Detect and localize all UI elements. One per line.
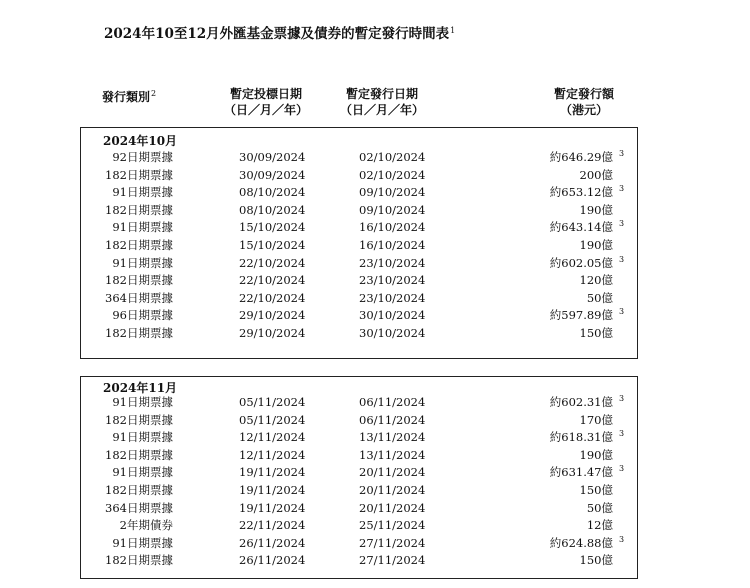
cell-issue-date: 13/11/2024 <box>359 430 426 445</box>
section-month-title: 2024年10月 <box>103 134 178 148</box>
cell-amount: 50億 <box>586 290 613 305</box>
cell-issue-type: 364日期票據 <box>105 500 173 515</box>
cell-tender-date: 19/11/2024 <box>239 500 306 515</box>
cell-amount: 190億 <box>579 447 613 462</box>
section-november <box>80 376 638 579</box>
cell-issue-type: 91日期票據 <box>112 220 173 235</box>
cell-tender-date: 19/11/2024 <box>239 483 306 497</box>
header-issue-date <box>334 86 430 118</box>
table-row <box>81 552 637 570</box>
table-row <box>81 535 637 553</box>
cell-issue-date: 16/10/2024 <box>359 238 426 252</box>
cell-issue-date: 30/10/2024 <box>359 326 426 340</box>
cell-issue-type: 182日期票據 <box>105 202 173 217</box>
cell-issue-type: 182日期票據 <box>105 412 173 427</box>
cell-amount: 50億 <box>586 500 613 515</box>
cell-issue-type: 182日期票據 <box>105 553 173 568</box>
header-amount-line1: 暫定發行額 <box>553 87 614 101</box>
cell-issue-type: 182日期票據 <box>105 326 173 340</box>
cell-amount: 約602.31億 <box>549 395 613 409</box>
header-type-footnote-marker: 2 <box>151 89 157 98</box>
cell-tender-date: 12/11/2024 <box>239 447 306 462</box>
header-type <box>102 86 156 105</box>
cell-tender-date: 30/09/2024 <box>239 150 306 164</box>
cell-tender-date: 22/10/2024 <box>239 273 306 288</box>
cell-issue-date: 27/11/2024 <box>359 535 426 550</box>
cell-amount: 150億 <box>579 553 613 568</box>
table-row <box>81 517 637 535</box>
cell-issue-date: 09/10/2024 <box>359 202 426 217</box>
table-row <box>81 412 637 430</box>
table-row <box>81 272 637 290</box>
header-type-label: 發行類別 <box>102 90 151 104</box>
cell-issue-date: 30/10/2024 <box>359 308 426 323</box>
cell-issue-type: 91日期票據 <box>112 395 173 409</box>
page-title <box>104 22 455 42</box>
cell-footnote-marker: 3 <box>619 184 625 194</box>
table-row <box>81 394 637 412</box>
section-month-title: 2024年11月 <box>103 381 178 395</box>
header-tender-date <box>218 86 314 118</box>
table-row <box>81 149 637 167</box>
cell-issue-date: 09/10/2024 <box>359 185 426 200</box>
section-october <box>80 127 638 359</box>
cell-issue-type: 182日期票據 <box>105 273 173 288</box>
cell-issue-date: 20/11/2024 <box>359 500 426 515</box>
cell-issue-type: 364日期票據 <box>105 290 173 305</box>
cell-issue-type: 182日期票據 <box>105 238 173 252</box>
title-footnote-marker: 1 <box>450 25 456 35</box>
cell-tender-date: 22/10/2024 <box>239 255 306 270</box>
cell-issue-date: 23/10/2024 <box>359 273 426 288</box>
cell-footnote-marker: 3 <box>619 254 625 264</box>
cell-tender-date: 15/10/2024 <box>239 220 306 235</box>
header-issue-line2: （日／月／年） <box>339 103 424 117</box>
cell-amount: 150億 <box>579 483 613 497</box>
header-amount <box>548 86 620 118</box>
table-row <box>81 202 637 220</box>
cell-issue-date: 23/10/2024 <box>359 255 426 270</box>
cell-tender-date: 26/11/2024 <box>239 535 306 550</box>
cell-issue-type: 91日期票據 <box>112 185 173 200</box>
cell-issue-type: 182日期票據 <box>105 167 173 182</box>
cell-amount: 200億 <box>579 167 613 182</box>
table-row <box>81 325 637 343</box>
table-row <box>81 290 637 308</box>
cell-issue-date: 16/10/2024 <box>359 220 426 235</box>
cell-issue-type: 96日期票據 <box>112 308 173 323</box>
cell-issue-type: 92日期票據 <box>112 150 173 164</box>
cell-tender-date: 22/11/2024 <box>239 518 306 533</box>
cell-amount: 約602.05億 <box>549 255 613 270</box>
cell-tender-date: 26/11/2024 <box>239 553 306 568</box>
cell-amount: 約597.89億 <box>549 308 613 323</box>
cell-footnote-marker: 3 <box>619 307 625 317</box>
cell-tender-date: 29/10/2024 <box>239 308 306 323</box>
table-row <box>81 167 637 185</box>
table-row <box>81 447 637 465</box>
cell-issue-type: 2年期債券 <box>119 518 173 533</box>
cell-amount: 190億 <box>579 238 613 252</box>
cell-amount: 約643.14億 <box>549 220 613 235</box>
cell-tender-date: 05/11/2024 <box>239 412 306 427</box>
cell-tender-date: 22/10/2024 <box>239 290 306 305</box>
header-tender-line2: （日／月／年） <box>223 103 308 117</box>
cell-amount: 170億 <box>579 412 613 427</box>
cell-tender-date: 08/10/2024 <box>239 202 306 217</box>
cell-issue-date: 02/10/2024 <box>359 150 426 164</box>
header-issue-line1: 暫定發行日期 <box>345 87 418 101</box>
cell-footnote-marker: 3 <box>619 429 625 439</box>
cell-amount: 120億 <box>579 273 613 288</box>
table-row <box>81 184 637 202</box>
cell-footnote-marker: 3 <box>619 394 625 403</box>
title-text: 2024年10至12月外匯基金票據及債券的暫定發行時間表 <box>104 26 450 42</box>
header-amount-line2: （港元） <box>559 103 608 117</box>
cell-issue-date: 06/11/2024 <box>359 412 426 427</box>
cell-tender-date: 12/11/2024 <box>239 430 306 445</box>
cell-issue-type: 91日期票據 <box>112 535 173 550</box>
cell-tender-date: 05/11/2024 <box>239 395 306 409</box>
cell-issue-date: 20/11/2024 <box>359 483 426 497</box>
table-row <box>81 429 637 447</box>
cell-issue-type: 91日期票據 <box>112 465 173 480</box>
cell-footnote-marker: 3 <box>619 534 625 544</box>
cell-tender-date: 29/10/2024 <box>239 326 306 340</box>
header-tender-line1: 暫定投標日期 <box>229 87 302 101</box>
table-row <box>81 307 637 325</box>
cell-issue-date: 02/10/2024 <box>359 167 426 182</box>
cell-tender-date: 19/11/2024 <box>239 465 306 480</box>
table-row <box>81 482 637 500</box>
cell-amount: 約624.88億 <box>549 535 613 550</box>
cell-issue-date: 06/11/2024 <box>359 395 426 409</box>
cell-issue-date: 20/11/2024 <box>359 465 426 480</box>
cell-amount: 約653.12億 <box>549 185 613 200</box>
table-row <box>81 219 637 237</box>
cell-footnote-marker: 3 <box>619 219 625 229</box>
table-row <box>81 464 637 482</box>
cell-issue-type: 182日期票據 <box>105 447 173 462</box>
cell-amount: 約631.47億 <box>549 465 613 480</box>
cell-footnote-marker: 3 <box>619 149 625 158</box>
cell-issue-type: 91日期票據 <box>112 255 173 270</box>
cell-amount: 約646.29億 <box>549 150 613 164</box>
cell-footnote-marker: 3 <box>619 464 625 474</box>
cell-amount: 190億 <box>579 202 613 217</box>
cell-tender-date: 08/10/2024 <box>239 185 306 200</box>
table-row <box>81 500 637 518</box>
cell-tender-date: 15/10/2024 <box>239 238 306 252</box>
cell-tender-date: 30/09/2024 <box>239 167 306 182</box>
cell-issue-date: 27/11/2024 <box>359 553 426 568</box>
cell-amount: 12億 <box>586 518 613 533</box>
cell-issue-type: 182日期票據 <box>105 483 173 497</box>
cell-issue-date: 13/11/2024 <box>359 447 426 462</box>
cell-amount: 150億 <box>579 326 613 340</box>
table-row <box>81 237 637 255</box>
cell-issue-date: 23/10/2024 <box>359 290 426 305</box>
cell-amount: 約618.31億 <box>549 430 613 445</box>
cell-issue-date: 25/11/2024 <box>359 518 426 533</box>
cell-issue-type: 91日期票據 <box>112 430 173 445</box>
table-row <box>81 255 637 273</box>
